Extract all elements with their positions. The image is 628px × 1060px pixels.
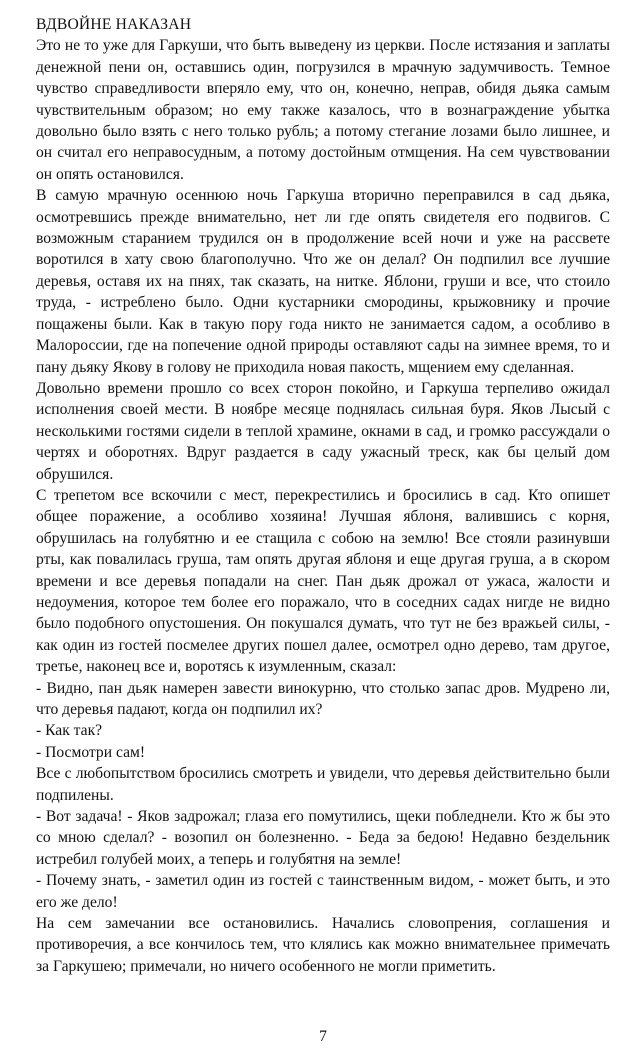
page-body	[36, 35, 610, 977]
paragraph: Это не то уже для Гаркуши, что быть выведену из церкви. После истязания и заплаты денежной пени он, оставшись один, погрузился в мрачную задумчивость. Темное чувство справедливости вперяло ему, что он, конечно, неправ, обидя дьяка самым чувствительным образом; но ему также казалось, что в вознаграждение убытка довольно было взять с него только рубль; а потому стегание лозами было лишнее, и он считал его неправосудным, а потому достойным отмщения. На сем чувствовании он опять остановился.	[36, 37, 610, 183]
dialogue-line: - Почему знать, - заметил один из гостей с таинственным видом, - может быть, и это его же дело!	[36, 872, 610, 911]
paragraph: В самую мрачную осеннюю ночь Гаркуша вторично переправился в сад дьяка, осмотревшись прежде внимательно, нет ли где опять свидетеля его подвигов. С возможным старанием трудился он в продолжение всей ночи и уже на рассвете воротился в хату свою благополучно. Что же он делал? Он подпилил все лучшие деревья, оставя их на пнях, так сказать, на нитке. Яблони, груши и все, что стоило труда, - истреблено было. Одни кустарники смородины, крыжовнику и прочие пощажены были. Как в такую пору года никто не занимается садом, а особливо в Малороссии, где на попечение одной природы оставляют сады на зимнее время, то и пану дьяку Якову в голову не приходила новая пакость, мщением ему сделанная.	[36, 187, 610, 376]
dialogue-line: - Посмотри сам!	[36, 743, 146, 761]
paragraph: Все с любопытством бросились смотреть и увидели, что деревья действительно были подпилены.	[36, 765, 610, 804]
page-number: 7	[319, 1028, 327, 1045]
paragraph: С трепетом все вскочили с мест, перекрестились и бросились в сад. Кто опишет общее поражение, а особливо хозяина! Лучшая яблоня, валившись с корня, обрушилась на голубятню и ее стащила с собою на землю! Все стояли разинувши рты, как повалилась груша, там опять другая яблоня и еще другая груша, а в скором времени и все деревья попадали на снег. Пан дьяк дрожал от ужаса, жалости и недоумения, которое тем более его поражало, что в соседних садах нигде не видно было подобного опустошения. Он покушался думать, что тут не без вражьей силы, - как один из гостей посмелее других пошел далее, осмотрел одно дерево, там другое, третье, наконец все и, воротясь к изумленным, сказал:	[36, 486, 610, 676]
dialogue-line: - Видно, пан дьяк намерен завести винокурню, что столько запас дров. Мудрено ли, что деревья падают, когда он подпилил их?	[36, 679, 610, 718]
paragraph: На сем замечании все остановились. Начались словопрения, соглашения и противоречия, а все кончилось тем, что клялись как можно внимательнее примечать за Гаркушею; примечали, но ничего особенного не могли приметить.	[36, 915, 610, 975]
dialogue-line: - Как так?	[36, 722, 103, 740]
chapter-title: ВДВОЙНЕ НАКАЗАН	[36, 16, 192, 33]
book-page	[36, 14, 610, 1054]
paragraph: Довольно времени прошло со всех сторон покойно, и Гаркуша терпеливо ожидал исполнения своей мести. В ноябре месяце поднялась сильная буря. Яков Лысый с несколькими гостями сидели в теплой храмине, окнами в сад, и громко рассуждали о чертях и оборотнях. Вдруг раздается в саду ужасный треск, как бы целый дом обрушился.	[36, 379, 610, 483]
dialogue-line: - Вот задача! - Яков задрожал; глаза его помутились, щеки побледнели. Кто ж бы это со мною сделал? - возопил он болезненно. - Беда за бедою! Недавно бездельник истребил голубей моих, а теперь и голубятня на земле!	[36, 808, 610, 868]
